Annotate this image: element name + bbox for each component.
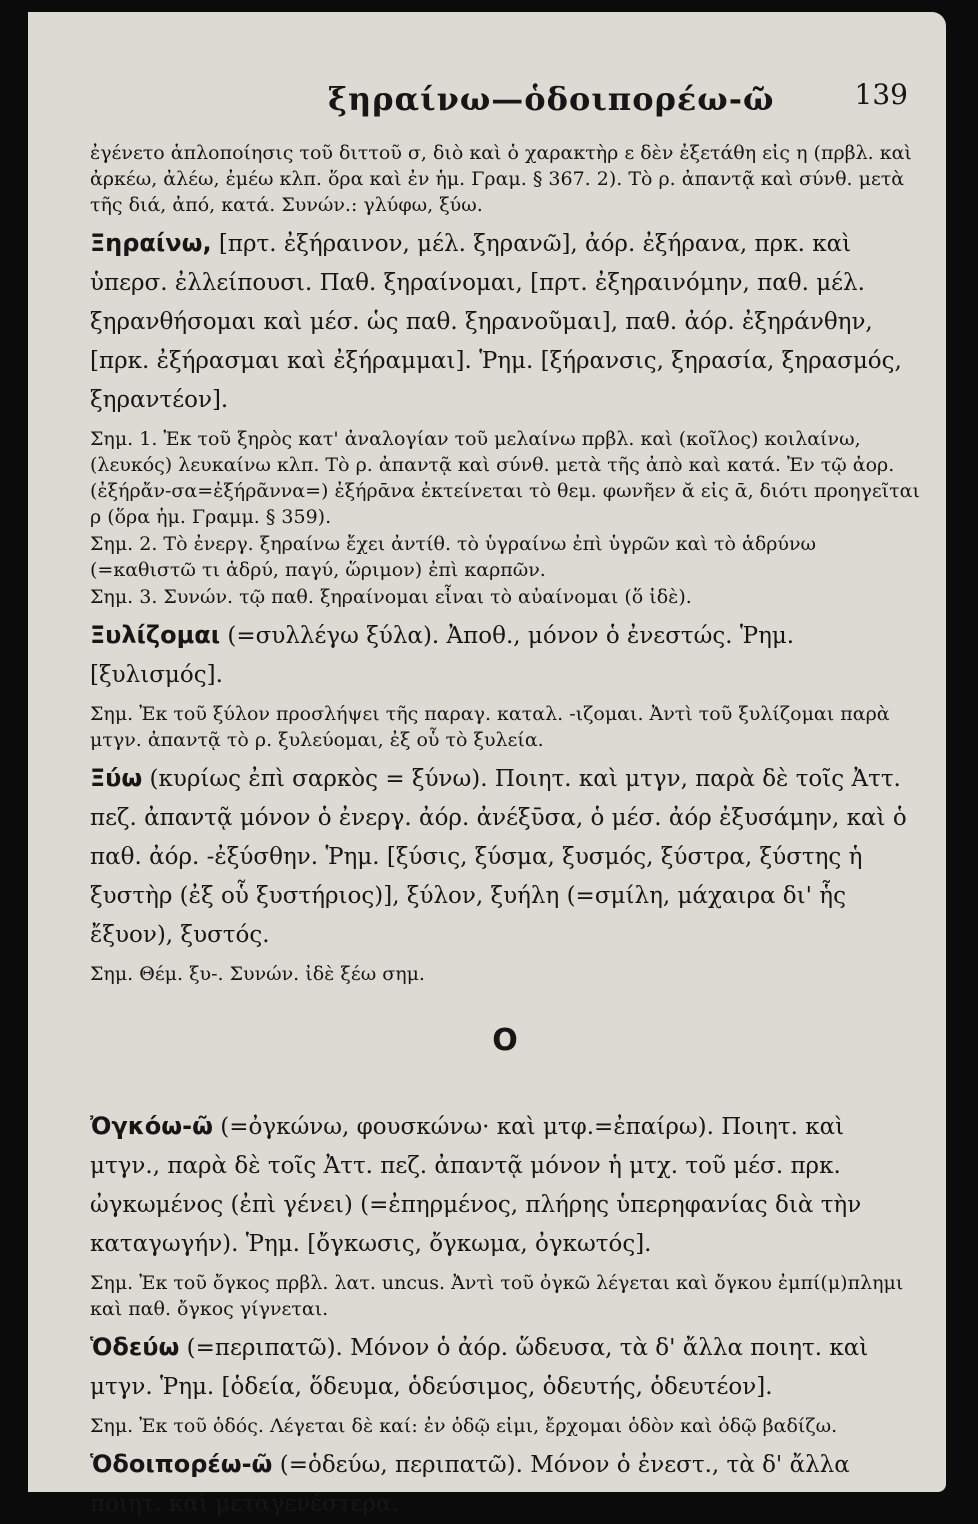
- book-page: [28, 12, 946, 1517]
- section-letter: Ο: [492, 1023, 518, 1058]
- entry-headword: Ξύω: [90, 764, 143, 792]
- entry-note: Σημ. Θέμ. ξυ-. Συνών. ἰδὲ ξέω σημ.: [90, 963, 425, 985]
- entry-headword: Ὀγκόω-ῶ: [90, 1112, 213, 1140]
- entry-note: Σημ. Ἐκ τοῦ ὁδός. Λέγεται δὲ καί: ἐν ὁδῷ εἰμι, ἔρχομαι ὁδὸν καὶ ὁδῷ βαδίζω.: [90, 1415, 838, 1437]
- dictionary-entry: [90, 1328, 920, 1439]
- entry-note: Σημ. Ἐκ τοῦ ξύλον προσλήψει τῆς παραγ. καταλ. -ιζομαι. Ἀντὶ τοῦ ξυλίζομαι παρὰ μτγν. ἀπαντᾷ τὸ ρ. ξυλεύομαι, ἐξ οὗ τὸ ξυλεία.: [90, 703, 890, 751]
- entry-definition: (=ὀγκώνω, φουσκώνω· καὶ μτφ.=ἐπαίρω). Ποιητ. καὶ μτγν., παρὰ δὲ τοῖς Ἀττ. πεζ. ἀπαντᾷ μόνον ἡ μτχ. τοῦ μέσ. πρκ. ὠγκωμένος (ἐπὶ γένει) (=ἐπηρμένος, πλήρης ὑπερηφανίας διὰ τὴν καταγωγήν). Ῥημ. [ὄγκωσις, ὄγκωμα, ὀγκωτός].: [90, 1114, 862, 1257]
- entry-note: Σημ. 2. Τὸ ἐνεργ. ξηραίνω ἔχει ἀντίθ. τὸ ὑγραίνω ἐπὶ ὑγρῶν καὶ τὸ ἁδρύνω (=καθιστῶ τι ἁδρύ, παγύ, ὥριμον) ἐπὶ καρπῶν.: [90, 533, 817, 581]
- entry-headword: Ὁδεύω: [90, 1333, 180, 1361]
- dictionary-entry: [90, 1445, 920, 1524]
- page-number: 139: [854, 78, 908, 111]
- entry-notes: [90, 961, 920, 987]
- entry-headword: Ξυλίζομαι: [90, 621, 221, 649]
- entry-definition: (=συλλέγω ξύλα). Ἀποθ., μόνον ὁ ἐνεστώς. Ῥημ. [ξυλισμός].: [90, 623, 795, 688]
- entry-paragraph: [90, 759, 920, 955]
- entry-definition: (κυρίως ἐπὶ σαρκὸς = ξύνω). Ποιητ. καὶ μτγν, παρὰ δὲ τοῖς Ἀττ. πεζ. ἀπαντᾷ μόνον ὁ ἐνεργ. ἀόρ. ἀνέξῡσα, ὁ μέσ. ἀόρ ἐξυσάμην, καὶ ὁ παθ. ἀόρ. -ἐξύσθην. Ῥημ. [ξύσις, ξύσμα, ξυσμός, ξύστρα, ξύστης ἡ ξυστὴρ (ἐξ οὗ ξυστήριος)], ξύλον, ξυήλη (=σμίλη, μάχαιρα δι' ἧς ἔξυον), ξυστός.: [90, 766, 907, 948]
- dictionary-entry: [90, 1107, 920, 1322]
- intro-paragraph: ἐγένετο ἁπλοποίησις τοῦ διττοῦ σ, διὸ καὶ ὁ χαρακτὴρ ε δὲν ἐξετάθη εἰς η (πρβλ. καὶ ἀρκέω, ἀλέω, ἐμέω κλπ. ὅρα καὶ ἐν ἡμ. Γραμ. § 367. 2). Τὸ ρ. ἀπαντᾷ καὶ σύνθ. μετὰ τῆς διά, ἀπό, κατά. Συνών.: γλύφω, ξύω.: [90, 142, 912, 216]
- entry-headword: Ξηραίνω,: [90, 229, 212, 257]
- entry-definition: (=περιπατῶ). Μόνον ὁ ἀόρ. ὥδευσα, τὰ δ' ἄλλα ποιητ. καὶ μτγν. Ῥημ. [ὁδεία, ὅδευμα, ὁδεύσιμος, ὁδευτής, ὁδευτέον].: [90, 1335, 869, 1400]
- entry-paragraph: [90, 1445, 920, 1524]
- dictionary-entry: [90, 616, 920, 753]
- page-body: [90, 140, 920, 1524]
- entry-paragraph: [90, 616, 920, 695]
- entry-definition: (=ὁδεύω, περιπατῶ). Μόνον ὁ ἐνεστ., τὰ δ' ἄλλα ποιητ. καὶ μεταγενέστερα.: [90, 1452, 850, 1517]
- entry-notes: [90, 1413, 920, 1439]
- dictionary-entry: [90, 224, 920, 610]
- running-title: ξηραίνω—ὁδοιπορέω-ῶ: [328, 80, 775, 118]
- entry-definition: [πρτ. ἐξήραινον, μέλ. ξηρανῶ], ἀόρ. ἐξήρανα, πρκ. καὶ ὑπερσ. ἐλλείπουσι. Παθ. ξηραίνομαι, [πρτ. ἐξηραινόμην, παθ. μέλ. ξηρανθήσομαι καὶ μέσ. ὡς παθ. ξηρανοῦμαι], παθ. ἀόρ. ἐξηράνθην, [πρκ. ἐξήρασμαι καὶ ἐξήραμμαι]. Ῥημ. [ξήρανσις, ξηρασία, ξηρασμός, ξηραντέον].: [90, 231, 902, 413]
- entry-notes: [90, 701, 920, 753]
- entry-headword: Ὁδοιπορέω-ῶ: [90, 1450, 273, 1478]
- entry-paragraph: [90, 1328, 920, 1407]
- entry-paragraph: [90, 1107, 920, 1264]
- page-header: [98, 74, 908, 124]
- entry-notes: [90, 426, 920, 610]
- entry-notes: [90, 1270, 920, 1322]
- dictionary-entry: [90, 759, 920, 987]
- entry-paragraph: [90, 224, 920, 420]
- section-divider: [90, 1025, 920, 1059]
- entry-note: Σημ. 3. Συνών. τῷ παθ. ξηραίνομαι εἶναι τὸ αὐαίνομαι (ὅ ἰδὲ).: [90, 586, 692, 608]
- entry-note: Σημ. Ἐκ τοῦ ὄγκος πρβλ. λατ. uncus. Ἀντὶ τοῦ ὀγκῶ λέγεται καὶ ὄγκου ἐμπί(μ)πλημι καὶ παθ. ὄγκος γίγνεται.: [90, 1272, 904, 1320]
- entry-note: Σημ. 1. Ἐκ τοῦ ξηρὸς κατ' ἀναλογίαν τοῦ μελαίνω πρβλ. καὶ (κοῖλος) κοιλαίνω, (λευκός) λευκαίνω κλπ. Τὸ ρ. ἀπαντᾷ καὶ σύνθ. μετὰ τῆς ἀπὸ καὶ κατά. Ἐν τῷ ἀορ. (ἐξήρἄν-σα=ἐξήρᾶννα=) ἐξήρᾱνα ἐκτείνεται τὸ θεμ. φωνῆεν ᾰ εἰς ᾱ, διότι προηγεῖται ρ (ὅρα ἡμ. Γραμμ. § 359).: [90, 428, 920, 528]
